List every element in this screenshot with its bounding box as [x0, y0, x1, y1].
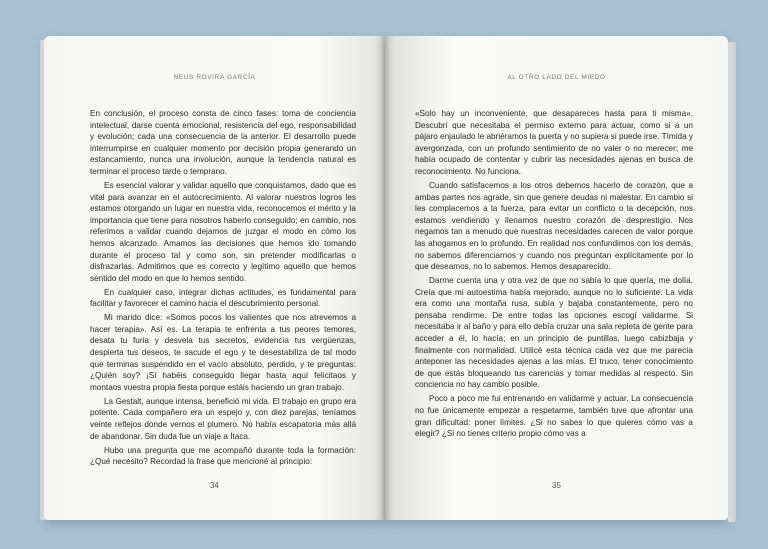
left-running-head: NEUS ROVIRA GARCÍA — [173, 74, 256, 81]
open-book — [40, 18, 730, 530]
paragraph: Mi marido dice: «Somos pocos los valientes que nos atrevemos a hacer terapia». Así es. La terapia te enfrenta a tus peores temores, desata tu furia y desvela tus secretos, evidencia tus vergüenzas, despierta tus deseos, te sacude el ego y te desestabiliza de tal modo que terminas suspendido en el vacío absoluto, perdido, y te preguntas: ¿Quién soy? ¡Sí habéis conseguido llegar hasta aquí felicitaos y montaos vuestra propia fiesta porque estáis haciendo un gran trabajo. — [90, 313, 356, 392]
paragraph: En cualquier caso, integrar dichas actitudes, es fundamental para facilitar y favorecer el camino hacia el descubrimiento personal. — [90, 287, 356, 309]
left-page-body — [90, 108, 356, 470]
paragraph: Cuando satisfacemos a los otros debemos hacerlo de corazón, que a ambas partes nos agrade, sin que genere deudas ni malestar. En cambio si les complacemos a la fuerza, para evitar un conflicto o la decepción, nos estamos vendiendo y llenamos nuestro corazón de desprestigio. Nos negamos tan a menudo que nuestras necesidades carecen de valor porque las ahogamos en lo profundo. En realidad nos confundimos con los demás, no sabemos diferenciarnos y cuando nos preguntan explícitamente por lo que deseamos, no lo sabemos. Hemos desaparecido. — [415, 180, 693, 272]
paragraph: Darme cuenta una y otra vez de que no sabía lo que quería, me dolía. Creía que mi autoestima había mejorado, aunque no lo suficiente. La vida era como una montaña rusa, subía y bajaba constantemente, pero no pensaba rendirme. De entre todas las opciones escogí validarme. Si necesitaba ir al baño y para ello debía cruzar una sala repleta de gente para acceder a él, lo hacía; en un principio de puntillas, luego cabizbaja y finalmente con normalidad. Utilicé esta técnica cada vez que me parecía anteponer las necesidades ajenas a las mías. El truco, tener conocimiento de que estás bloqueando tus carencias y tomar medidas al respecto. Sin conciencia no hay cambio posible. — [415, 276, 693, 390]
right-page — [385, 36, 728, 520]
paragraph: «Solo hay un inconveniente, que desapareces hasta para ti misma». Descubrí que necesitaba el permiso externo para actuar, como si a un pájaro enjaulado le abriéramos la puerta y no supiera si puede irse. Tímida y avergonzada, con un profundo sentimiento de no valer o no merecer; me había ocupado de contentar y cubrir las necesidades ajenas en busca de reconocimiento. No funciona. — [415, 109, 693, 176]
right-page-body — [415, 108, 693, 442]
paragraph: La Gestalt, aunque intensa, benefició mi vida. El trabajo en grupo era potente. Cada compañero era un espejo y, con diez parejas, teníamos veinte reflejos donde vernos el plumero. No había escapatoria más allá de abandonar. Sin duda fue un viaje a Ítaca. — [90, 396, 356, 441]
page-edge-right — [728, 42, 736, 522]
paragraph: Poco a poco me fui entrenando en validarme y actuar. La consecuencia no fue únicamente empezar a respetarme, también tuve que afrontar una gran dificultad: poner límites. ¿Si no sabes lo que quieres cómo vas a elegir? ¿Si no tienes criterio propio cómo vas a — [415, 394, 693, 439]
left-page — [44, 36, 385, 520]
paragraph: En conclusión, el proceso consta de cinco fases: toma de conciencia intelectual, darse cuenta emocional, resistencia del ego, responsabilidad y evolución; cada una consecuencia de la anterior. El desarrollo puede interrumpirse en cualquier momento por decisión propia generando un estancamiento, nunca una involución, aunque la tendencia natural es terminar el proceso tarde o temprano. — [90, 109, 356, 176]
right-running-head: AL OTRO LADO DEL MIEDO — [507, 74, 606, 81]
paragraph: Hubo una pregunta que me acompañó durante toda la formación: ¿Qué necesito? Recordad la frase que mencioné al principio: — [90, 445, 356, 467]
left-page-number: 34 — [210, 481, 219, 490]
right-page-number: 35 — [552, 481, 561, 490]
paragraph: Es esencial valorar y validar aquello que conquistamos, dado que es vital para avanzar en el autocrecimiento. Al valorar nuestros logros les estamos otorgando un lugar en nuestra vida, reconocemos el mérito y la importancia que tiene para nosotros haberlo conseguido; en cambio, nos referimos a validar cuando dejamos de juzgar el modo en cómo los hemos alcanzado. Amamos las decisiones que hemos ido tomando durante el proceso tal y como son, sin pretender modificarlas o disfrazarlas. Admitimos que es correcto y legítimo aquello que hemos sentido del modo en que lo hemos sentido. — [90, 180, 356, 283]
book-gutter — [380, 36, 390, 520]
